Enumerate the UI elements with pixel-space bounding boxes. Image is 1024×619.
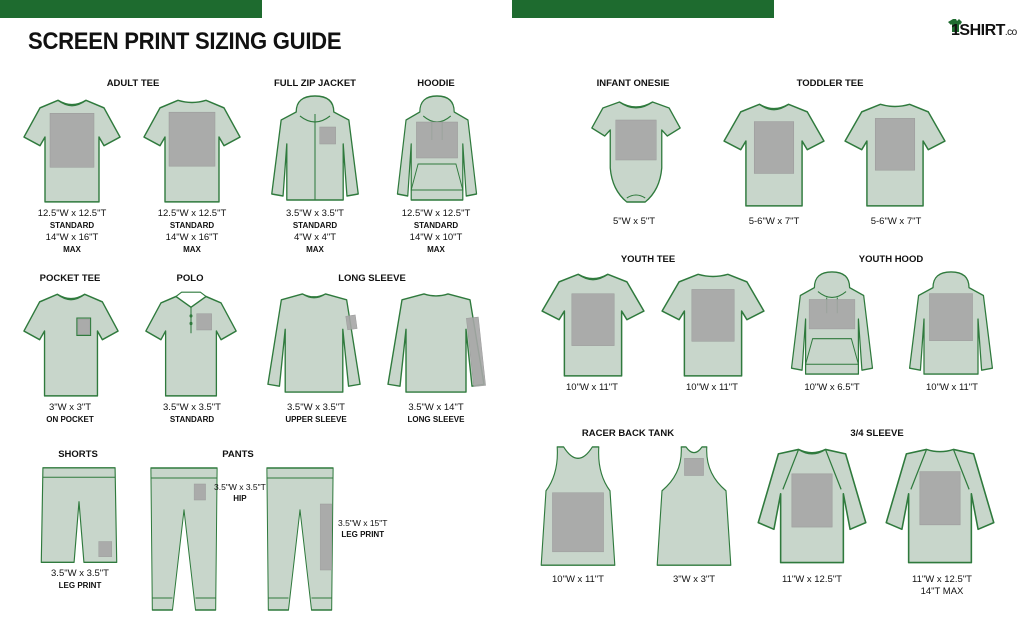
adult-tee-front-icon bbox=[22, 96, 122, 204]
top-bar-right bbox=[512, 0, 774, 18]
caption-dim: 3.5"W x 14"T bbox=[408, 402, 464, 413]
caption-sub2: MAX bbox=[183, 245, 201, 254]
header-pocket-tee: POCKET TEE bbox=[39, 273, 101, 284]
caption-tank-front bbox=[552, 574, 604, 586]
three-quarter-sleeve-front-icon bbox=[756, 445, 868, 567]
toddler-tee-back-icon bbox=[843, 100, 947, 208]
caption-sub: LEG PRINT bbox=[341, 530, 385, 539]
caption-dim: 10"W x 11"T bbox=[926, 382, 978, 393]
caption-dim: 12.5"W x 12.5"T bbox=[37, 208, 107, 219]
header-polo: POLO bbox=[176, 273, 204, 284]
caption-sub2: MAX bbox=[427, 245, 445, 254]
caption-dim2: 4"W x 4"T bbox=[293, 232, 337, 243]
full-zip-jacket-icon bbox=[268, 94, 362, 204]
caption-sub: STANDARD bbox=[49, 221, 95, 230]
caption-sub: LONG SLEEVE bbox=[407, 415, 465, 424]
header-youth-hood: YOUTH HOOD bbox=[858, 254, 924, 265]
header-racer-back-tank: RACER BACK TANK bbox=[581, 428, 675, 439]
hoodie-icon bbox=[394, 94, 480, 204]
caption-sub: ON POCKET bbox=[46, 415, 94, 424]
header-three-quarter-sleeve: 3/4 SLEEVE bbox=[850, 428, 904, 439]
caption-ls-long bbox=[408, 402, 465, 426]
pocket-tee-icon bbox=[22, 290, 120, 398]
caption-dim: 11"W x 12.5"T bbox=[782, 574, 842, 585]
caption-ls-upper bbox=[285, 402, 346, 426]
youth-hood-front-icon bbox=[788, 270, 876, 378]
logo-suffix: .co bbox=[1004, 27, 1017, 38]
racer-back-tank-front-icon bbox=[538, 445, 618, 569]
caption-sub: STANDARD bbox=[413, 221, 459, 230]
caption-dim: 3.5"W x 3.5"T bbox=[287, 402, 345, 413]
caption-zip bbox=[286, 208, 344, 256]
caption-tank-back bbox=[673, 574, 715, 586]
header-adult-tee: ADULT TEE bbox=[106, 78, 160, 89]
caption-sub: STANDARD bbox=[169, 415, 215, 424]
logo-text: 1SHIRT bbox=[951, 22, 1005, 39]
caption-sub: STANDARD bbox=[292, 221, 338, 230]
caption-youth-hood-front bbox=[804, 382, 859, 394]
youth-tee-front-icon bbox=[540, 270, 646, 378]
long-sleeve-back-icon bbox=[386, 290, 486, 398]
header-pants: PANTS bbox=[222, 449, 254, 460]
header-shorts: SHORTS bbox=[58, 449, 98, 460]
top-bar-left bbox=[0, 0, 262, 18]
caption-dim: 12.5"W x 12.5"T bbox=[157, 208, 227, 219]
long-sleeve-front-icon bbox=[266, 290, 362, 398]
caption-sub: UPPER SLEEVE bbox=[285, 415, 347, 424]
caption-sub2: MAX bbox=[306, 245, 324, 254]
caption-dim: 3.5"W x 15"T bbox=[338, 518, 388, 528]
caption-sub: HIP bbox=[233, 494, 247, 503]
caption-pocket bbox=[46, 402, 94, 426]
caption-dim: 5"W x 5"T bbox=[612, 216, 656, 227]
adult-tee-back-icon bbox=[142, 96, 242, 204]
header-infant-onesie: INFANT ONESIE bbox=[596, 78, 670, 89]
caption-dim: 3.5"W x 3.5"T bbox=[163, 402, 221, 413]
caption-dim: 3"W x 3"T bbox=[672, 574, 716, 585]
caption-toddler-front bbox=[749, 216, 800, 228]
caption-sub2: MAX bbox=[63, 245, 81, 254]
caption-dim: 3.5"W x 3.5"T bbox=[286, 208, 344, 219]
logo bbox=[951, 22, 1017, 40]
pants-back-icon bbox=[264, 464, 336, 614]
caption-dim: 5-6"W x 7"T bbox=[748, 216, 800, 227]
caption-dim: 10"W x 6.5"T bbox=[804, 382, 860, 393]
caption-raglan-front bbox=[782, 574, 842, 586]
caption-polo bbox=[163, 402, 221, 426]
caption-adult-back bbox=[158, 208, 227, 256]
caption-dim: 3.5"W x 3.5"T bbox=[51, 568, 109, 579]
caption-youth-tee-front bbox=[566, 382, 618, 394]
shorts-icon bbox=[38, 464, 120, 568]
caption-dim: 5-6"W x 7"T bbox=[870, 216, 922, 227]
caption-sub: LEG PRINT bbox=[58, 581, 102, 590]
toddler-tee-front-icon bbox=[722, 100, 826, 208]
caption-pants-leg bbox=[338, 518, 388, 540]
caption-hoodie bbox=[402, 208, 471, 256]
header-long-sleeve: LONG SLEEVE bbox=[338, 273, 406, 284]
caption-dim2: 14"W x 16"T bbox=[45, 232, 99, 243]
caption-dim2: 14"W x 16"T bbox=[165, 232, 219, 243]
caption-dim: 11"W x 12.5"T bbox=[912, 574, 972, 585]
caption-toddler-back bbox=[871, 216, 922, 228]
caption-youth-hood-back bbox=[926, 382, 978, 394]
caption-adult-front bbox=[38, 208, 107, 256]
header-youth-tee: YOUTH TEE bbox=[620, 254, 676, 265]
infant-onesie-icon bbox=[590, 98, 682, 208]
caption-dim2: 14"T MAX bbox=[920, 586, 964, 597]
caption-dim: 12.5"W x 12.5"T bbox=[401, 208, 471, 219]
caption-dim: 10"W x 11"T bbox=[552, 574, 604, 585]
caption-dim: 3"W x 3"T bbox=[48, 402, 92, 413]
caption-shorts bbox=[51, 568, 109, 592]
header-full-zip-jacket: FULL ZIP JACKET bbox=[274, 78, 356, 89]
caption-sub: STANDARD bbox=[169, 221, 215, 230]
racer-back-tank-back-icon bbox=[654, 445, 734, 569]
header-toddler-tee: TODDLER TEE bbox=[796, 78, 864, 89]
caption-pants-hip bbox=[214, 482, 266, 504]
page-title: SCREEN PRINT SIZING GUIDE bbox=[28, 28, 342, 55]
caption-dim: 3.5"W x 3.5"T bbox=[214, 482, 266, 492]
polo-icon bbox=[144, 290, 238, 398]
caption-dim2: 14"W x 10"T bbox=[409, 232, 463, 243]
youth-tee-back-icon bbox=[660, 270, 766, 378]
three-quarter-sleeve-back-icon bbox=[884, 445, 996, 567]
header-hoodie: HOODIE bbox=[417, 78, 455, 89]
caption-youth-tee-back bbox=[686, 382, 738, 394]
caption-raglan-back bbox=[912, 574, 972, 598]
pants-front-icon bbox=[148, 464, 220, 614]
youth-hood-back-icon bbox=[906, 270, 996, 378]
caption-dim: 10"W x 11"T bbox=[566, 382, 618, 393]
caption-onesie bbox=[613, 216, 655, 228]
caption-dim: 10"W x 11"T bbox=[686, 382, 738, 393]
